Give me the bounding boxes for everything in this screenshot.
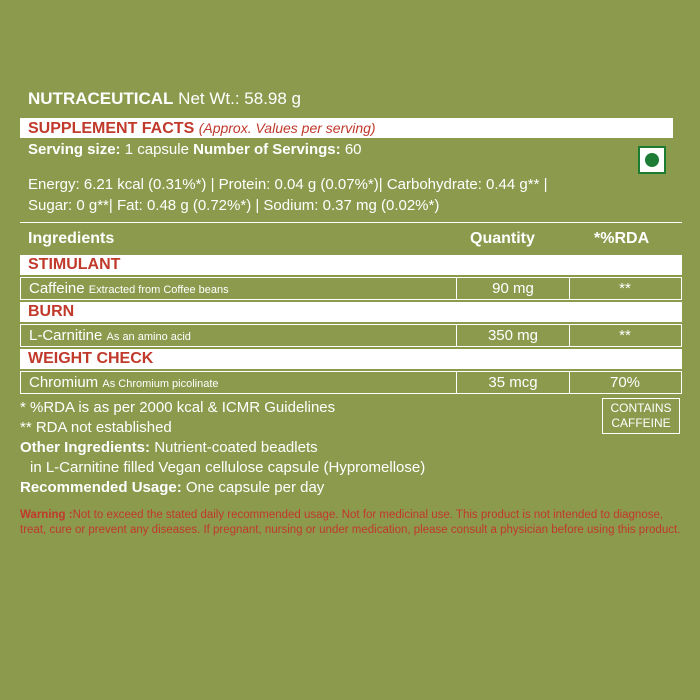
ingredient-cell	[29, 325, 191, 346]
header-rda: *%RDA	[594, 230, 650, 247]
ingredient-name: Chromium	[29, 374, 99, 391]
table-row	[20, 277, 682, 300]
warning-text	[20, 508, 682, 538]
nutrition-info	[28, 174, 682, 216]
badge-line-1: CONTAINS	[610, 401, 672, 415]
table-header	[20, 223, 682, 255]
header-ingredients: Ingredients	[28, 230, 115, 247]
header-quantity: Quantity	[470, 230, 535, 247]
label-title	[28, 88, 682, 110]
serving-size-value: 1 capsule	[124, 141, 189, 158]
badge-line-2: CAFFEINE	[611, 416, 671, 430]
net-weight: Net Wt.: 58.98 g	[178, 89, 302, 108]
facts-title: SUPPLEMENT FACTS	[28, 120, 195, 137]
rda-footnote: * %RDA is as per 2000 kcal & ICMR Guidelines	[20, 399, 336, 416]
quantity-cell: 350 mg	[456, 325, 570, 346]
section-burn: BURN	[20, 302, 682, 322]
other-ingredients	[20, 438, 682, 458]
quantity-cell: 35 mcg	[456, 372, 570, 393]
table-row	[20, 371, 682, 394]
rda-cell: **	[619, 280, 631, 297]
rda-cell: 70%	[609, 374, 641, 391]
other-ingredients-value: Nutrient-coated beadlets	[154, 439, 318, 456]
supplement-label	[20, 88, 682, 538]
recommended-usage	[20, 478, 682, 498]
supplement-facts-bar	[20, 118, 673, 138]
ingredient-note: As an amino acid	[106, 331, 191, 343]
facts-subtitle: (Approx. Values per serving)	[198, 120, 376, 136]
ingredient-note: As Chromium picolinate	[102, 378, 219, 390]
ingredient-name: Caffeine	[29, 280, 85, 297]
veg-symbol-icon	[638, 146, 666, 174]
section-stimulant: STIMULANT	[20, 255, 682, 275]
rda-cell: **	[619, 327, 631, 344]
nutrition-line-2: Sugar: 0 g**| Fat: 0.48 g (0.72%*) | Sodium: 0.37 mg (0.02%*)	[28, 197, 440, 214]
warning-label: Warning :	[20, 509, 73, 521]
servings-count-value: 60	[344, 141, 362, 158]
quantity-cell: 90 mg	[456, 278, 570, 299]
other-ingredients-line-2: in L-Carnitine filled Vegan cellulose capsule (Hypromellose)	[30, 459, 426, 476]
contains-caffeine-badge	[602, 398, 680, 434]
section-weight-check: WEIGHT CHECK	[20, 349, 682, 369]
ingredient-name: L-Carnitine	[29, 327, 103, 344]
category-text: NUTRACEUTICAL	[28, 89, 174, 108]
nutrition-line-1: Energy: 6.21 kcal (0.31%*) | Protein: 0.04 g (0.07%*)| Carbohydrate: 0.44 g** |	[28, 176, 548, 193]
table-row	[20, 324, 682, 347]
usage-value: One capsule per day	[185, 479, 325, 496]
serving-size-label: Serving size:	[28, 141, 121, 158]
ingredient-note: Extracted from Coffee beans	[88, 284, 229, 296]
other-ingredients-label: Other Ingredients:	[20, 439, 151, 456]
warning-body: Not to exceed the stated daily recommended usage. Not for medicinal use. This product is not intended to diagnose, treat, cure or prevent any diseases. If pregnant, nursing or under medication, please consult a physician before using this product.	[20, 509, 681, 536]
ingredient-cell	[29, 278, 229, 299]
ingredient-cell	[29, 372, 219, 393]
footnotes	[20, 398, 682, 498]
servings-count-label: Number of Servings:	[193, 141, 341, 158]
rda-not-established: ** RDA not established	[20, 419, 172, 436]
usage-label: Recommended Usage:	[20, 479, 182, 496]
serving-info	[28, 141, 682, 158]
